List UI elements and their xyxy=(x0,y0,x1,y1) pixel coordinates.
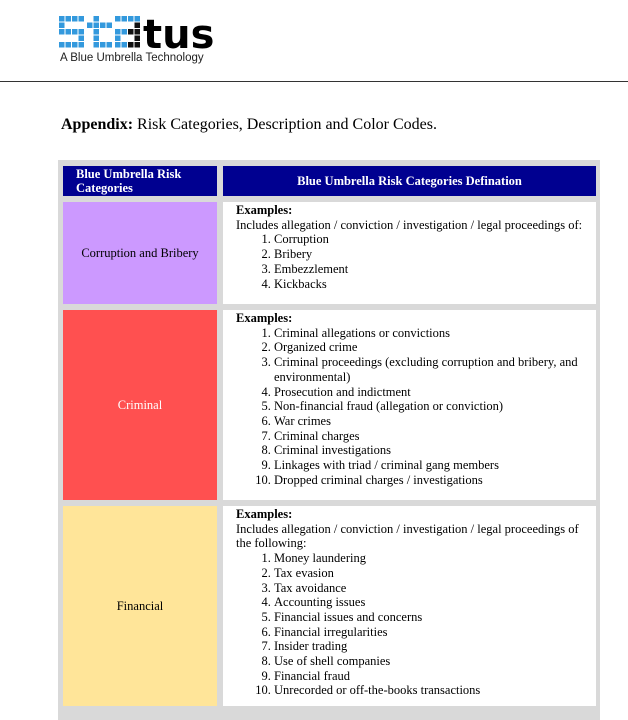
logo-pixel xyxy=(100,42,106,48)
list-item: 1. Corruption xyxy=(274,232,590,247)
definition-intro: Includes allegation / conviction / investigation / legal proceedings of: xyxy=(236,217,583,232)
examples-list xyxy=(236,232,590,291)
examples-list xyxy=(236,551,590,698)
logo-pixel xyxy=(107,23,113,29)
logo-pixel xyxy=(94,42,100,48)
logo-pixel xyxy=(59,42,65,48)
list-item: 4. Prosecution and indictment xyxy=(274,385,590,400)
list-item: 5. Non-financial fraud (allegation or conviction) xyxy=(274,399,590,414)
logo-pixel xyxy=(94,29,100,35)
logo-pixel xyxy=(128,29,134,35)
logo-pixel xyxy=(115,29,121,35)
header-definition: Blue Umbrella Risk Categories Defination xyxy=(223,166,596,196)
logo-pixel xyxy=(128,42,134,48)
examples-label: Examples: xyxy=(236,203,293,217)
header-categories: Blue Umbrella Risk Categories xyxy=(63,166,217,196)
list-item: 9. Financial fraud xyxy=(274,669,590,684)
definition-intro: Includes allegation / conviction / investigation / legal proceedings of the following: xyxy=(236,521,579,551)
logo-wordmark: tus xyxy=(143,13,214,51)
examples-label: Examples: xyxy=(236,507,293,521)
logo-pixel xyxy=(107,42,113,48)
list-item: 10. Unrecorded or off-the-books transactions xyxy=(274,683,590,698)
logo-pixel xyxy=(59,29,65,35)
logo-pixel xyxy=(135,16,141,22)
status-logo xyxy=(59,13,214,51)
list-item: 7. Criminal charges xyxy=(274,429,590,444)
logo-pixel xyxy=(100,23,106,29)
logo-pixel xyxy=(59,23,65,29)
logo-pixel xyxy=(135,23,141,29)
logo-pixel xyxy=(79,29,85,35)
logo-pixel xyxy=(122,42,128,48)
list-item: 4. Kickbacks xyxy=(274,277,590,292)
list-item: 3. Tax avoidance xyxy=(274,581,590,596)
logo-tagline: A Blue Umbrella Technology xyxy=(60,52,204,64)
list-item: 8. Use of shell companies xyxy=(274,654,590,669)
list-item: 7. Insider trading xyxy=(274,639,590,654)
list-item: 2. Bribery xyxy=(274,247,590,262)
list-item: 8. Criminal investigations xyxy=(274,443,590,458)
list-item: 6. Financial irregularities xyxy=(274,625,590,640)
logo-pixel xyxy=(135,42,141,48)
logo-pixel xyxy=(94,16,100,22)
logo-pixel xyxy=(122,16,128,22)
list-item: 4. Accounting issues xyxy=(274,595,590,610)
risk-categories-table xyxy=(58,160,600,720)
list-item: 5. Financial issues and concerns xyxy=(274,610,590,625)
logo-pixel xyxy=(122,29,128,35)
logo-pixel xyxy=(72,16,78,22)
definition-cell xyxy=(223,202,596,304)
logo-pixel xyxy=(115,36,121,42)
logo-pixel xyxy=(79,16,85,22)
list-item: 3. Criminal proceedings (excluding corruption and bribery, and environmental) xyxy=(274,355,590,384)
list-item: 9. Linkages with triad / criminal gang members xyxy=(274,458,590,473)
appendix-heading xyxy=(61,116,437,134)
logo-pixel xyxy=(79,42,85,48)
list-item: 1. Money laundering xyxy=(274,551,590,566)
logo-pixel xyxy=(128,16,134,22)
appendix-text: Risk Categories, Description and Color Codes. xyxy=(133,116,437,133)
logo-pixel xyxy=(72,42,78,48)
list-item: 1. Criminal allegations or convictions xyxy=(274,326,590,341)
logo-pixel xyxy=(59,16,65,22)
list-item: 6. War crimes xyxy=(274,414,590,429)
logo-pixel xyxy=(66,42,72,48)
logo-pixel xyxy=(94,36,100,42)
category-cell: Corruption and Bribery xyxy=(63,202,217,304)
page-header xyxy=(0,0,628,82)
logo-pixel xyxy=(66,29,72,35)
logo-pixel xyxy=(135,36,141,42)
logo-pixel xyxy=(72,29,78,35)
appendix-label: Appendix: xyxy=(61,116,134,133)
list-item: 2. Organized crime xyxy=(274,340,590,355)
logo-pixel xyxy=(115,16,121,22)
logo-pixel xyxy=(87,23,93,29)
list-item: 10. Dropped criminal charges / investigations xyxy=(274,473,590,488)
category-cell: Financial xyxy=(63,506,217,706)
logo-pixel xyxy=(66,16,72,22)
list-item: 3. Embezzlement xyxy=(274,262,590,277)
category-cell: Criminal xyxy=(63,310,217,500)
logo-pixel xyxy=(94,23,100,29)
definition-cell xyxy=(223,310,596,500)
definition-cell xyxy=(223,506,596,706)
list-item: 2. Tax evasion xyxy=(274,566,590,581)
logo-pixel xyxy=(79,36,85,42)
examples-label: Examples: xyxy=(236,311,293,325)
logo-pixel xyxy=(135,29,141,35)
logo-pixel xyxy=(115,42,121,48)
examples-list xyxy=(236,326,590,488)
